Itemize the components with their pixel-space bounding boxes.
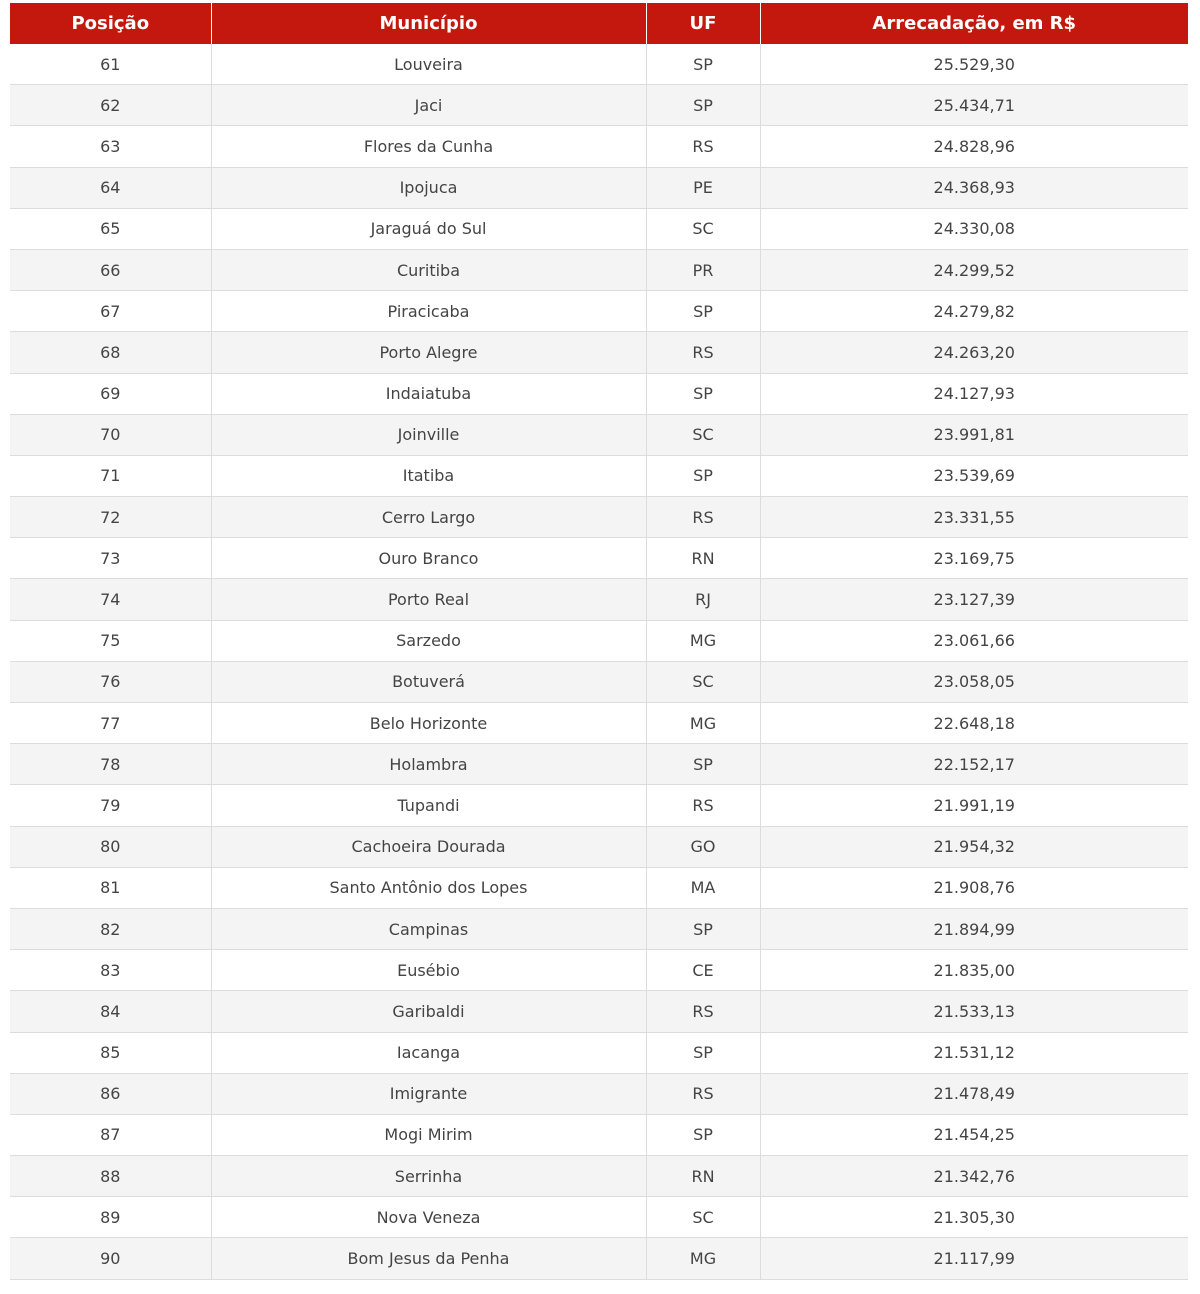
cell-uf: RN: [646, 538, 760, 579]
cell-uf: GO: [646, 826, 760, 867]
cell-uf: SP: [646, 85, 760, 126]
cell-uf: RS: [646, 991, 760, 1032]
cell-municipality: Ipojuca: [211, 167, 646, 208]
ranking-table-container: [10, 3, 1188, 1280]
cell-uf: RS: [646, 497, 760, 538]
cell-uf: CE: [646, 950, 760, 991]
cell-position: 82: [10, 908, 211, 949]
cell-uf: MG: [646, 703, 760, 744]
cell-municipality: Jaraguá do Sul: [211, 208, 646, 249]
table-row: [10, 44, 1188, 85]
table-row: [10, 991, 1188, 1032]
table-row: [10, 1114, 1188, 1155]
table-row: [10, 703, 1188, 744]
cell-revenue: 22.152,17: [760, 744, 1188, 785]
cell-position: 90: [10, 1238, 211, 1279]
cell-position: 74: [10, 579, 211, 620]
cell-uf: RS: [646, 332, 760, 373]
table-row: [10, 785, 1188, 826]
table-row: [10, 332, 1188, 373]
cell-uf: PE: [646, 167, 760, 208]
cell-revenue: 23.061,66: [760, 620, 1188, 661]
cell-uf: SP: [646, 44, 760, 85]
cell-revenue: 23.058,05: [760, 661, 1188, 702]
cell-municipality: Joinville: [211, 414, 646, 455]
table-row: [10, 291, 1188, 332]
table-row: [10, 620, 1188, 661]
cell-revenue: 21.835,00: [760, 950, 1188, 991]
cell-position: 83: [10, 950, 211, 991]
header-revenue: Arrecadação, em R$: [760, 3, 1188, 44]
cell-revenue: 21.305,30: [760, 1197, 1188, 1238]
cell-uf: MG: [646, 620, 760, 661]
cell-revenue: 21.478,49: [760, 1073, 1188, 1114]
cell-position: 76: [10, 661, 211, 702]
cell-position: 75: [10, 620, 211, 661]
cell-revenue: 24.263,20: [760, 332, 1188, 373]
cell-municipality: Piracicaba: [211, 291, 646, 332]
table-row: [10, 661, 1188, 702]
cell-position: 66: [10, 249, 211, 290]
ranking-table: [10, 3, 1188, 1280]
table-row: [10, 579, 1188, 620]
cell-position: 79: [10, 785, 211, 826]
cell-revenue: 22.648,18: [760, 703, 1188, 744]
cell-uf: SP: [646, 1114, 760, 1155]
cell-municipality: Serrinha: [211, 1156, 646, 1197]
cell-revenue: 21.991,19: [760, 785, 1188, 826]
cell-municipality: Nova Veneza: [211, 1197, 646, 1238]
table-row: [10, 867, 1188, 908]
table-row: [10, 744, 1188, 785]
cell-revenue: 24.330,08: [760, 208, 1188, 249]
table-row: [10, 1156, 1188, 1197]
table-row: [10, 249, 1188, 290]
cell-revenue: 21.533,13: [760, 991, 1188, 1032]
cell-municipality: Louveira: [211, 44, 646, 85]
header-municipality: Município: [211, 3, 646, 44]
cell-position: 61: [10, 44, 211, 85]
cell-revenue: 24.127,93: [760, 373, 1188, 414]
cell-uf: SP: [646, 1032, 760, 1073]
cell-municipality: Porto Alegre: [211, 332, 646, 373]
cell-revenue: 24.299,52: [760, 249, 1188, 290]
cell-uf: SC: [646, 1197, 760, 1238]
cell-position: 72: [10, 497, 211, 538]
cell-municipality: Imigrante: [211, 1073, 646, 1114]
cell-uf: RS: [646, 785, 760, 826]
cell-uf: RJ: [646, 579, 760, 620]
cell-revenue: 21.531,12: [760, 1032, 1188, 1073]
cell-municipality: Jaci: [211, 85, 646, 126]
table-row: [10, 1073, 1188, 1114]
cell-municipality: Flores da Cunha: [211, 126, 646, 167]
cell-uf: PR: [646, 249, 760, 290]
cell-uf: MG: [646, 1238, 760, 1279]
table-row: [10, 538, 1188, 579]
cell-revenue: 23.169,75: [760, 538, 1188, 579]
table-row: [10, 908, 1188, 949]
table-header: [10, 3, 1188, 44]
cell-municipality: Belo Horizonte: [211, 703, 646, 744]
cell-position: 64: [10, 167, 211, 208]
cell-position: 69: [10, 373, 211, 414]
cell-revenue: 24.828,96: [760, 126, 1188, 167]
cell-position: 80: [10, 826, 211, 867]
cell-uf: SC: [646, 661, 760, 702]
cell-revenue: 21.454,25: [760, 1114, 1188, 1155]
table-row: [10, 826, 1188, 867]
cell-revenue: 23.539,69: [760, 455, 1188, 496]
cell-position: 71: [10, 455, 211, 496]
cell-municipality: Botuverá: [211, 661, 646, 702]
table-body: [10, 44, 1188, 1279]
table-row: [10, 1197, 1188, 1238]
cell-municipality: Curitiba: [211, 249, 646, 290]
cell-position: 62: [10, 85, 211, 126]
table-row: [10, 85, 1188, 126]
table-row: [10, 126, 1188, 167]
cell-uf: SP: [646, 291, 760, 332]
cell-municipality: Campinas: [211, 908, 646, 949]
cell-revenue: 21.117,99: [760, 1238, 1188, 1279]
cell-revenue: 21.894,99: [760, 908, 1188, 949]
cell-position: 77: [10, 703, 211, 744]
cell-municipality: Indaiatuba: [211, 373, 646, 414]
cell-revenue: 21.342,76: [760, 1156, 1188, 1197]
cell-revenue: 25.529,30: [760, 44, 1188, 85]
cell-position: 85: [10, 1032, 211, 1073]
cell-uf: SC: [646, 208, 760, 249]
cell-uf: RN: [646, 1156, 760, 1197]
cell-position: 67: [10, 291, 211, 332]
cell-municipality: Ouro Branco: [211, 538, 646, 579]
table-row: [10, 414, 1188, 455]
cell-municipality: Cachoeira Dourada: [211, 826, 646, 867]
cell-municipality: Garibaldi: [211, 991, 646, 1032]
cell-position: 89: [10, 1197, 211, 1238]
cell-position: 78: [10, 744, 211, 785]
cell-uf: SP: [646, 373, 760, 414]
cell-municipality: Sarzedo: [211, 620, 646, 661]
cell-position: 84: [10, 991, 211, 1032]
cell-revenue: 24.368,93: [760, 167, 1188, 208]
cell-revenue: 21.908,76: [760, 867, 1188, 908]
cell-position: 70: [10, 414, 211, 455]
cell-revenue: 21.954,32: [760, 826, 1188, 867]
cell-revenue: 23.331,55: [760, 497, 1188, 538]
cell-position: 73: [10, 538, 211, 579]
cell-municipality: Itatiba: [211, 455, 646, 496]
table-row: [10, 167, 1188, 208]
cell-position: 65: [10, 208, 211, 249]
cell-uf: SP: [646, 455, 760, 496]
cell-municipality: Tupandi: [211, 785, 646, 826]
table-row: [10, 373, 1188, 414]
cell-uf: RS: [646, 1073, 760, 1114]
cell-position: 63: [10, 126, 211, 167]
header-position: Posição: [10, 3, 211, 44]
cell-municipality: Holambra: [211, 744, 646, 785]
table-row: [10, 1032, 1188, 1073]
cell-position: 86: [10, 1073, 211, 1114]
cell-position: 87: [10, 1114, 211, 1155]
cell-revenue: 24.279,82: [760, 291, 1188, 332]
cell-uf: SP: [646, 744, 760, 785]
cell-position: 88: [10, 1156, 211, 1197]
cell-municipality: Bom Jesus da Penha: [211, 1238, 646, 1279]
cell-municipality: Eusébio: [211, 950, 646, 991]
table-row: [10, 455, 1188, 496]
table-row: [10, 950, 1188, 991]
cell-uf: SC: [646, 414, 760, 455]
table-row: [10, 1238, 1188, 1279]
cell-municipality: Cerro Largo: [211, 497, 646, 538]
cell-revenue: 23.127,39: [760, 579, 1188, 620]
cell-uf: MA: [646, 867, 760, 908]
cell-uf: RS: [646, 126, 760, 167]
cell-revenue: 23.991,81: [760, 414, 1188, 455]
table-row: [10, 208, 1188, 249]
cell-municipality: Iacanga: [211, 1032, 646, 1073]
cell-position: 68: [10, 332, 211, 373]
table-row: [10, 497, 1188, 538]
cell-municipality: Santo Antônio dos Lopes: [211, 867, 646, 908]
cell-municipality: Porto Real: [211, 579, 646, 620]
cell-revenue: 25.434,71: [760, 85, 1188, 126]
cell-position: 81: [10, 867, 211, 908]
cell-municipality: Mogi Mirim: [211, 1114, 646, 1155]
header-row: [10, 3, 1188, 44]
cell-uf: SP: [646, 908, 760, 949]
header-uf: UF: [646, 3, 760, 44]
